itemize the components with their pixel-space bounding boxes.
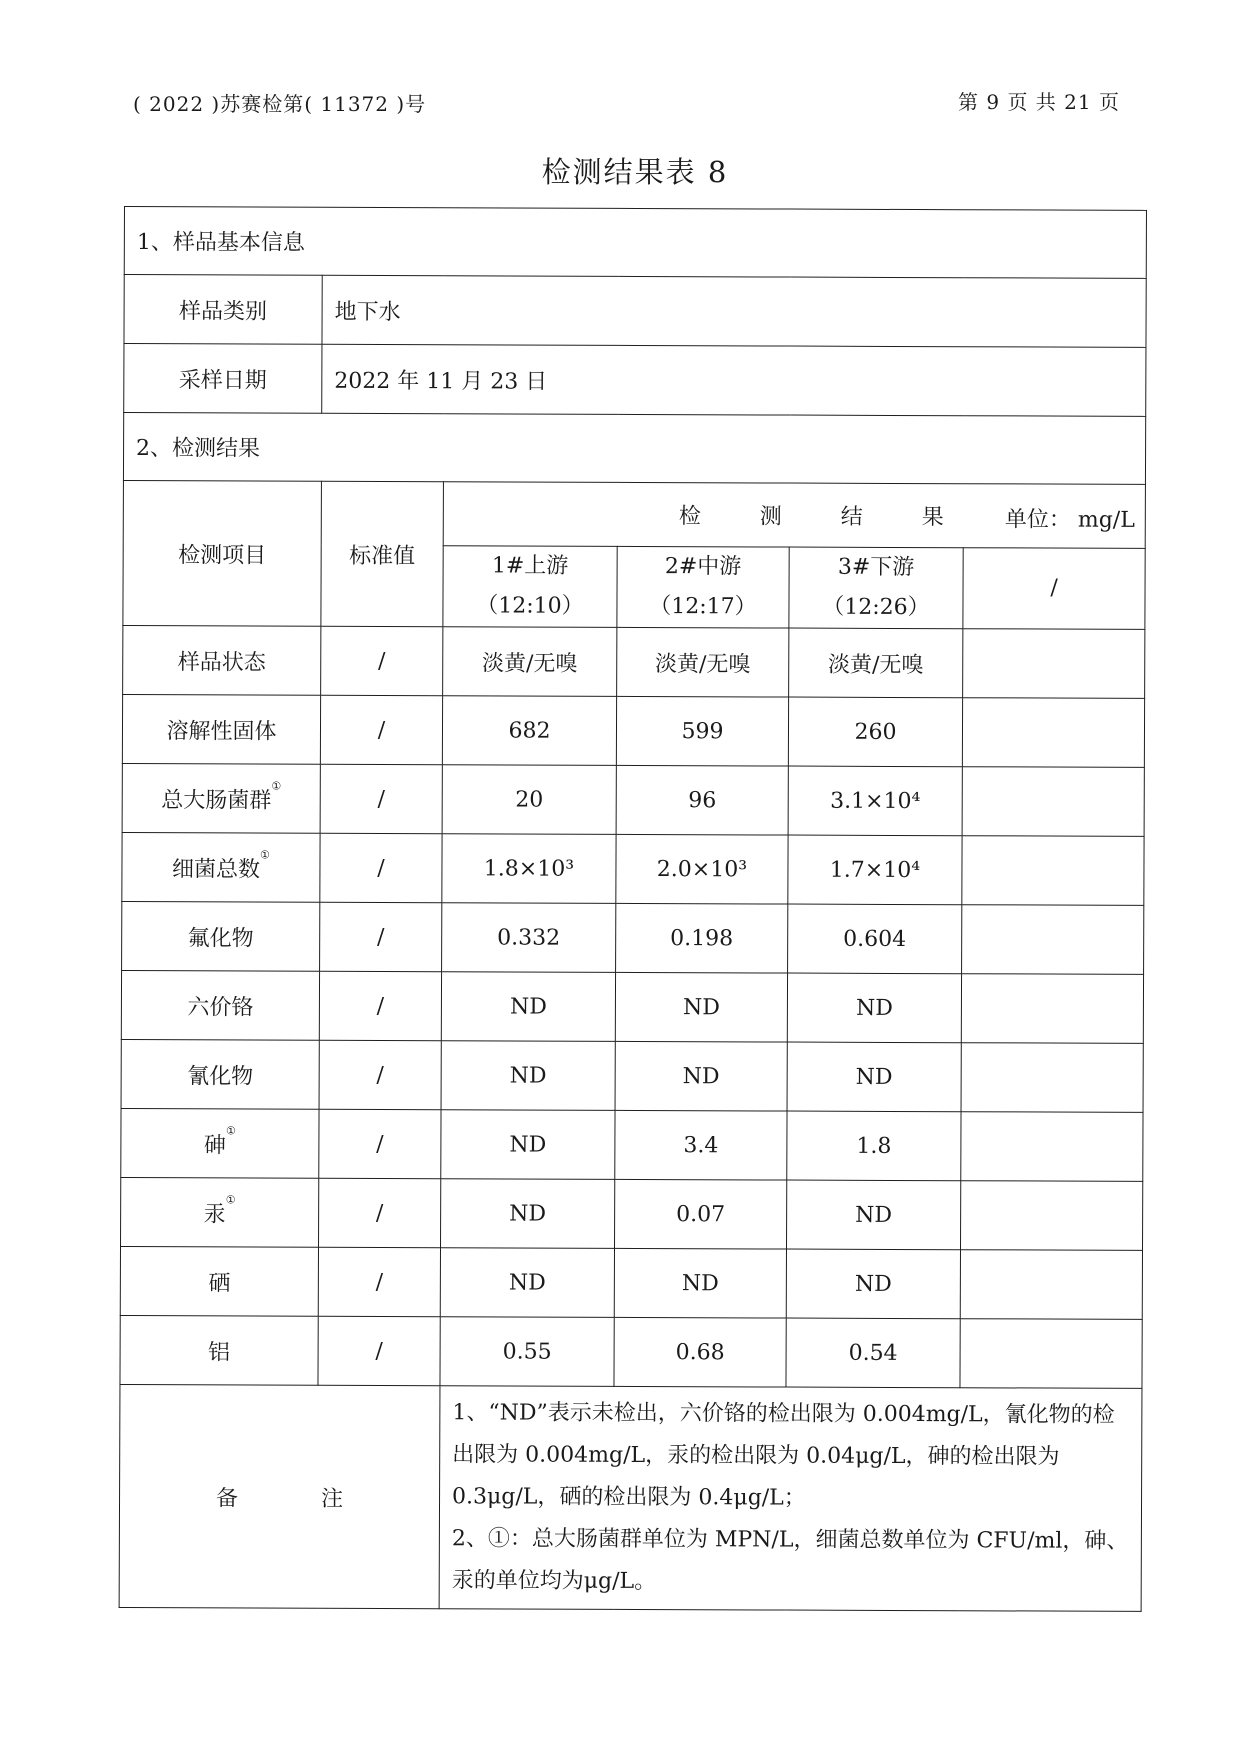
page-indicator: 第 9 页 共 21 页 [958,90,1120,114]
standard-cell: / [318,1247,440,1316]
item-cell [122,901,320,971]
sample-category-value: 地下水 [322,275,1146,347]
value-cell: 2.0×10³ [616,834,788,904]
sampling-date-row [124,344,1146,417]
value-cell: 0.68 [614,1317,786,1387]
section-basic-info-row [124,207,1146,279]
results-table [119,206,1147,1612]
remark-line: 2、①：总大肠菌群单位为 MPN/L，细菌总数单位为 CFU/ml，砷、汞的单位均为μg/L。 [451,1526,1129,1595]
item-name: 氟化物 [187,925,254,952]
standard-cell: / [320,695,442,764]
item-cell [123,625,321,695]
site-name: 3#下游 [837,554,915,581]
value-cell: 20 [442,765,616,835]
table-row [121,1108,1143,1181]
value-cell: 260 [788,697,962,767]
item-name: 溶解性固体 [166,718,277,745]
table-row [122,832,1144,905]
site-name: 1#上游 [491,553,569,579]
table-row [121,1039,1143,1112]
item-name: 六价铬 [187,994,254,1021]
item-name: 汞 [203,1201,226,1227]
site-time: （12:26） [822,594,930,621]
site-header [789,547,963,629]
results-header-row [123,480,1145,548]
value-cell: 0.55 [440,1317,614,1387]
sample-category-row [124,275,1146,348]
standard-cell: / [318,1316,440,1385]
value-cell [963,629,1145,699]
value-cell [962,767,1144,837]
value-cell: 1.8 [787,1111,961,1181]
standard-cell: / [319,1109,441,1178]
value-cell [961,1043,1143,1113]
value-cell: 0.604 [788,904,962,974]
item-cell [121,1108,319,1178]
value-cell: 0.198 [616,903,788,973]
value-cell: 3.1×10⁴ [788,766,962,836]
item-name: 细菌总数 [171,856,261,883]
standard-cell: / [319,1040,441,1109]
remarks-label: 备 注 [215,1485,382,1512]
standard-cell: / [319,971,441,1040]
site-name: 2#中游 [664,554,742,580]
remark-line: 1、“ND”表示未检出，六价铬的检出限为 0.004mg/L，氰化物的检出限为 0.004mg/L，汞的检出限为 0.04μg/L，砷的检出限为 0.3μg/L，硒的检出限为 0.4μg/L； [451,1400,1115,1511]
section-results-label: 2、检测结果 [123,413,1145,485]
footnote-mark: ① [271,779,282,793]
item-name: 样品状态 [177,649,266,676]
value-cell [960,1181,1142,1251]
item-name: 总大肠菌群 [161,787,272,814]
value-cell [962,836,1144,906]
item-cell [120,1315,318,1385]
value-cell [960,1319,1142,1389]
item-name: 氰化物 [187,1063,254,1090]
standard-cell: / [320,833,442,902]
table-row [122,763,1144,836]
table-row [121,1177,1143,1250]
value-cell: ND [441,1110,615,1180]
standard-cell: / [321,626,443,695]
footnote-mark: ① [225,1192,236,1206]
site-time: （12:10） [476,593,584,619]
value-cell: 0.54 [786,1318,960,1388]
value-cell: 3.4 [615,1110,787,1180]
section-results-row [123,413,1145,485]
value-cell [962,905,1144,975]
item-name: 铝 [208,1339,231,1365]
unit-label: 单位： mg/L [1004,507,1135,533]
value-cell: 96 [616,765,788,835]
table-row [122,694,1144,767]
result-group-label: 检 测 结 果 [678,504,970,531]
result-rows [120,625,1145,1388]
item-name: 硒 [208,1270,231,1296]
site-header [963,548,1145,630]
value-cell: ND [786,1180,960,1250]
value-cell: ND [615,972,787,1042]
item-cell [122,832,320,902]
remarks-content [439,1386,1142,1612]
value-cell [962,698,1144,768]
value-cell [961,974,1143,1044]
value-cell: ND [441,1041,615,1111]
table-row [120,1315,1142,1388]
value-cell: ND [786,1249,960,1319]
sampling-date-label: 采样日期 [124,344,322,414]
results-sheet [119,206,1146,1595]
footnote-mark: ① [260,848,270,862]
value-cell: 1.8×10³ [442,834,616,904]
item-cell [120,1246,318,1316]
site-time: （12:17） [649,594,757,620]
value-cell: ND [440,1248,614,1318]
value-cell: 0.07 [615,1179,787,1249]
sample-category-label: 样品类别 [124,275,322,345]
table-row [121,970,1143,1043]
value-cell: 682 [442,696,616,766]
item-cell [121,1177,319,1247]
value-cell: 599 [616,696,788,766]
header-item: 检测项目 [123,480,322,626]
value-cell: 0.332 [442,903,616,973]
value-cell [960,1250,1142,1320]
remarks-label-cell [119,1384,440,1608]
value-cell: 淡黄/无嗅 [789,628,963,698]
header-standard: 标准值 [321,481,444,626]
table-row [120,1246,1142,1319]
value-cell: ND [787,1042,961,1112]
item-cell [121,970,319,1040]
site-header [617,546,789,628]
report-number: ( 2022 )苏赛检第( 11372 )号 [133,92,427,116]
standard-cell: / [320,902,442,971]
item-name: 砷 [203,1132,227,1158]
footnote-mark: ① [225,1123,236,1137]
standard-cell: / [319,1178,441,1247]
value-cell: ND [787,973,961,1043]
header-result-group [443,482,1145,549]
value-cell: 淡黄/无嗅 [443,627,617,697]
item-cell [122,763,320,833]
value-cell: ND [441,1179,615,1249]
sampling-date-value: 2022 年 11 月 23 日 [322,344,1146,416]
table-row [123,625,1145,698]
table-row [122,901,1144,974]
value-cell: ND [614,1248,786,1318]
standard-cell: / [320,764,442,833]
page-title: 检测结果表 8 [541,155,729,189]
value-cell: 1.7×10⁴ [788,835,962,905]
section-basic-info-label: 1、样品基本信息 [124,207,1146,279]
item-cell [122,694,320,764]
value-cell: ND [441,972,615,1042]
site-header [443,546,617,628]
value-cell: ND [615,1041,787,1111]
remarks-row [119,1384,1142,1611]
value-cell: 淡黄/无嗅 [617,627,789,697]
site-name: / [1050,575,1058,601]
item-cell [121,1039,319,1109]
value-cell [961,1112,1143,1182]
